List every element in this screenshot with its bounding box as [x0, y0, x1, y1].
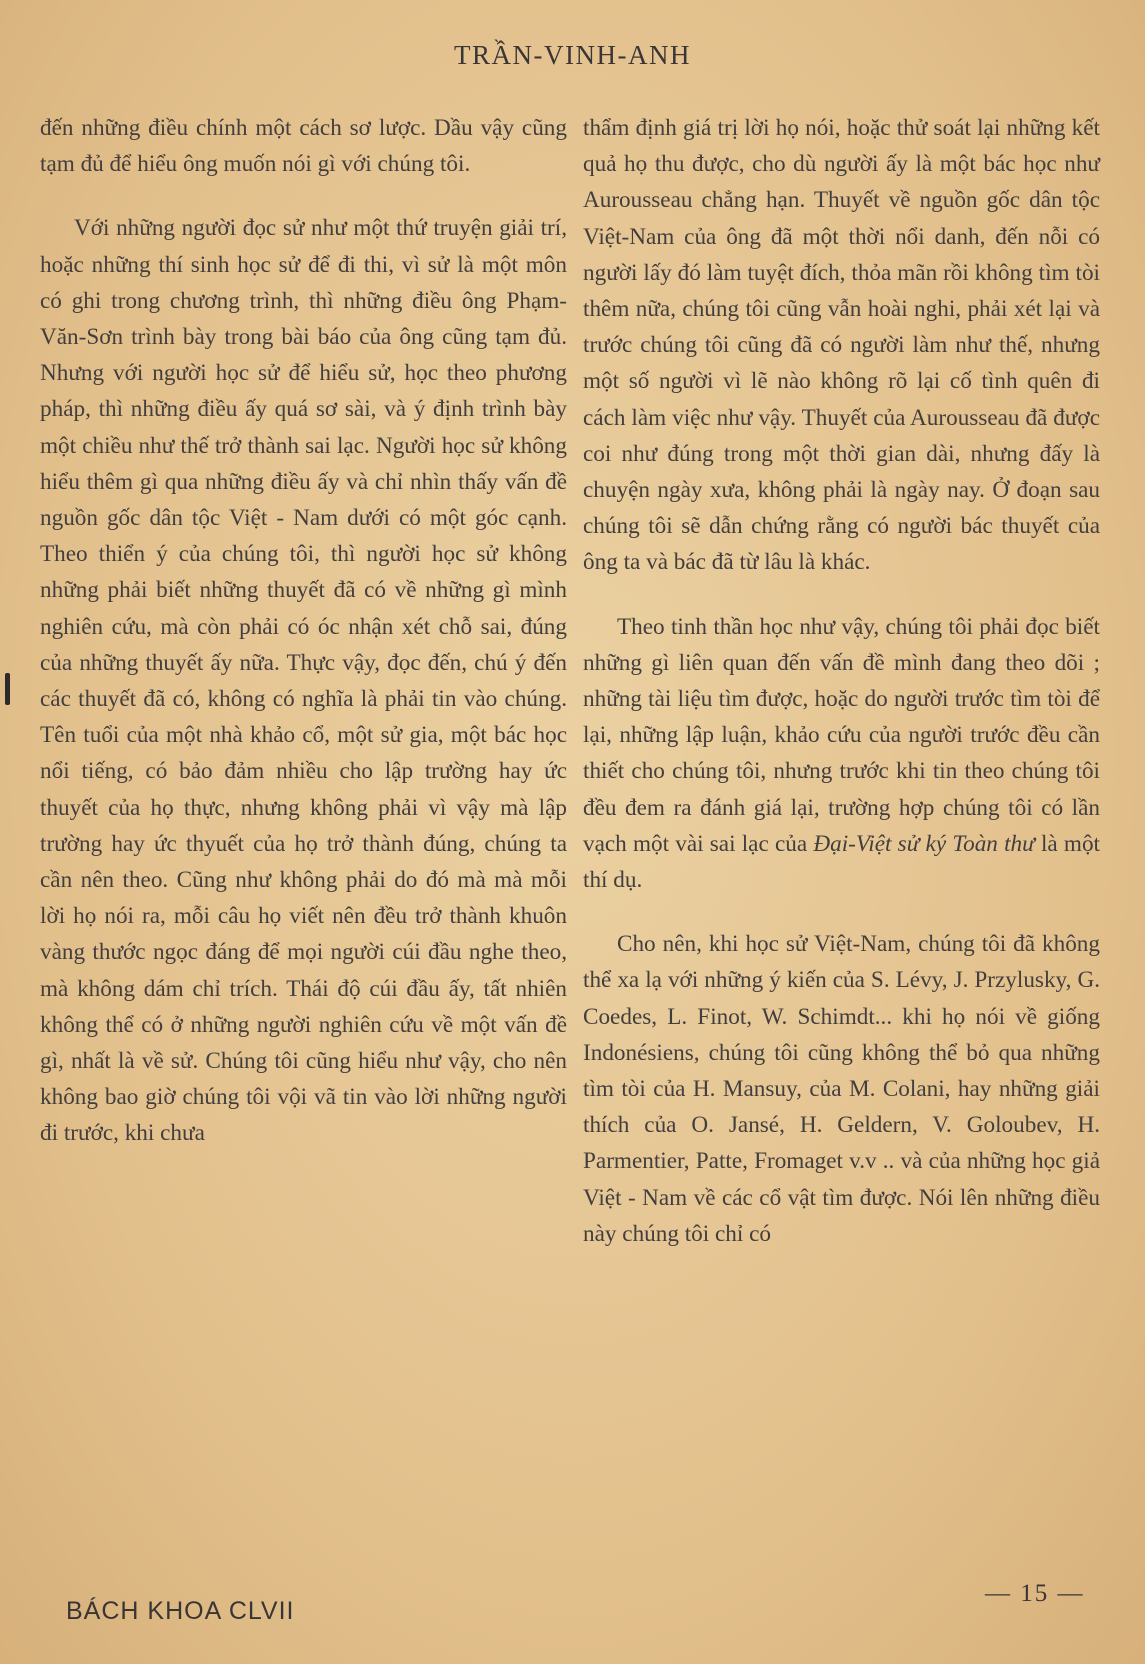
right-column — [583, 110, 1100, 1252]
right-paragraph-2-text: Theo tinh thần học như vậy, chúng tôi phải đọc biết những gì liên quan đến vấn đề mình đang theo dõi ; những tài liệu tìm được, hoặc do người trước tìm tòi để lại, những lập luận, khảo cứu của người trước đều cần thiết cho chúng tôi, nhưng trước khi tin theo chúng tôi đều đem ra đánh giá lại, trường hợp chúng tôi có lần vạch một vài sai lạc của — [583, 613, 1100, 857]
right-paragraph-2-tail: là một thí dụ. — [583, 830, 1100, 894]
margin-mark — [5, 673, 10, 705]
left-paragraph-2: Với những người đọc sử như một thứ truyện giải trí, hoặc những thí sinh học sử để đi thi, vì sử là một môn có ghi trong chương trình, thì những điều ông Phạm-Văn-Sơn trình bày trong bài báo của ông cũng tạm đủ. Nhưng với người học sử để hiểu sử, học theo phương pháp, thì những điều ấy quá sơ sài, và ý định trình bày một chiều như thế trở thành sai lạc. Người học sử không hiểu thêm gì qua những điều ấy và chỉ nhìn thấy vấn đề nguồn gốc dân tộc Việt - Nam dưới có một góc cạnh. Theo thiển ý của chúng tôi, thì người học sử không những phải biết những thuyết đã có về những gì mình nghiên cứu, mà còn phải có óc nhận xét chỗ sai, đúng của những thuyết ấy nữa. Thực vậy, đọc đến, chú ý đến các thuyết đã có, không có nghĩa là phải tin vào chúng. Tên tuổi của một nhà khảo cổ, một sử gia, một bác học nổi tiếng, có bảo đảm nhiều cho lập trường hay ức thuyết của họ thực, nhưng không phải vì vậy mà lập trường hay ức thyuết của họ trở thành đúng, chúng ta cần nên theo. Cũng như không phải do đó mà mà mỗi lời họ nói ra, mỗi câu họ viết nên đều trở thành khuôn vàng thước ngọc đáng để mọi người cúi đầu nghe theo, mà không dám chỉ trích. Thái độ cúi đầu ấy, tất nhiên không thể có ở những người nghiên cứu về một vấn đề gì, nhất là về sử. Chúng tôi cũng hiểu như vậy, cho nên không bao giờ chúng tôi vội vã tin vào lời những người đi trước, khi chưa — [40, 215, 567, 1147]
running-title: TRẦN-VINH-ANH — [454, 40, 691, 70]
right-paragraph-2 — [583, 609, 1100, 899]
left-paragraph-1: đến những điều chính một cách sơ lược. Dầu vậy cũng tạm đủ để hiểu ông muốn nói gì với chúng tôi. — [40, 115, 567, 178]
magazine-name: BÁCH KHOA CLVII — [66, 1597, 295, 1625]
right-paragraph-1: thẩm định giá trị lời họ nói, hoặc thử soát lại những kết quả họ thu được, cho dù người ấy là một bác học như Aurousseau chẳng hạn. Thuyết về nguồn gốc dân tộc Việt-Nam của ông đã một thời nổi danh, đến nỗi có người lấy đó làm tuyệt đích, thỏa mãn rồi không tìm tòi thêm nữa, chúng tôi cũng vẫn hoài nghi, phải xét lại và trước chúng tôi cũng đã có người làm như thế, nhưng một số người vì lẽ nào không rõ lại cố tình quên đi cách làm việc như vậy. Thuyết của Aurousseau đã được coi như đúng trong một thời gian dài, nhưng đấy là chuyện ngày xưa, không phải là ngày nay. Ở đoạn sau chúng tôi sẽ dẫn chứng rằng có người bác thuyết của ông ta và bác đã từ lâu là khác. — [583, 115, 1100, 576]
right-paragraph-3: Cho nên, khi học sử Việt-Nam, chúng tôi đã không thể xa lạ với những ý kiến của S. Lévy, J. Przylusky, G. Coedes, L. Finot, W. Schimdt... khi họ nói về giống Indonésiens, chúng tôi cũng không thể bỏ qua những tìm tòi của H. Mansuy, của M. Colani, hay những giải thích của O. Jansé, H. Geldern, V. Goloubev, H. Parmentier, Patte, Fromaget v.v .. và của những học giả Việt - Nam về các cổ vật tìm được. Nói lên những điều này chúng tôi chỉ có — [583, 931, 1100, 1247]
left-column — [40, 110, 567, 1152]
book-title: Đại-Việt sử ký Toàn thư — [813, 830, 1035, 857]
page-number: — 15 — — [985, 1580, 1085, 1607]
